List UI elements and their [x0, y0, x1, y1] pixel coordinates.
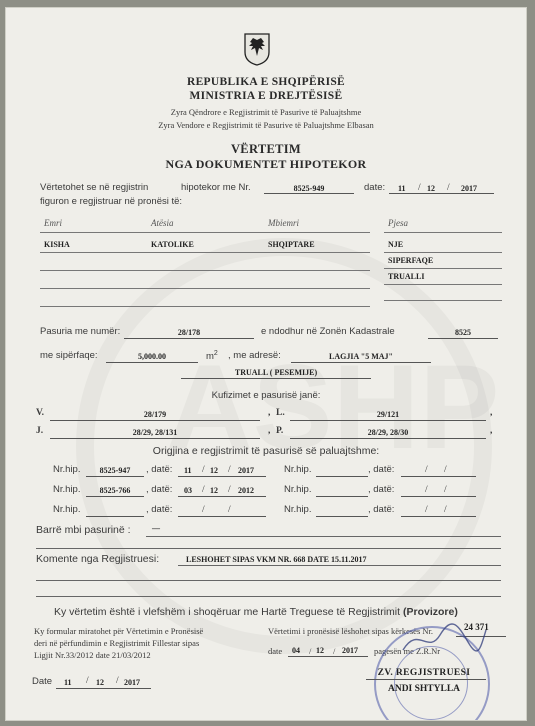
request-day: 04 — [292, 646, 300, 655]
ministry-heading: MINISTRIA E DREJTËSISË — [189, 90, 343, 102]
zone-label: e ndodhur në Zonën Kadastrale — [261, 326, 395, 337]
validity-tag: (Provizore) — [402, 606, 458, 618]
footer-left-2: deri në përfundimin e Regjistrimit Fillestar sipas — [34, 638, 200, 648]
col-pjesa: Pjesa — [388, 218, 408, 228]
boundary-l-label: L. — [276, 408, 285, 418]
area-unit-sup: 2 — [213, 350, 218, 357]
origin2-date2-label: , datë: — [368, 484, 395, 495]
footer-left-1: Ky formular miratohet për Vërtetimin e Pronësisë — [34, 626, 204, 636]
hip-number: 8525-949 — [293, 184, 325, 193]
origin2-nrhip-label: Nr.hip. — [53, 484, 81, 495]
owner-surname: SHQIPTARE — [268, 240, 315, 249]
origin1-nrhip-label: Nr.hip. — [53, 464, 81, 475]
property-nr: 28/178 — [177, 328, 201, 337]
origin2-date-label: , datë: — [146, 484, 173, 495]
col-emri: Emri — [44, 218, 62, 228]
intro-year: 2017 — [461, 184, 477, 193]
certificate-page: REPUBLIKA E SHQIPËRISË MINISTRIA E DREJTËSISË Zyra Qëndrore e Regjistrimit të Pasurive të Paluajtshme Zyra Vendore e Regjistrimit të Pasurive të Paluajtshme Elbasan VËRTETIM NGA DOKUMENTET HIPOTEKOR Vërtetohet se në regjistrin hipotekor me Nr. 8525-949 date: 11 / 12 / 2017 figuron e regjistruar në pronësi të: Emri Atësia Mbiemri Pjesa KISHA KATOLIKE SHQIPTARE NJE SIPERFAQE TRUALLI Pasuria me numër: 28/178 e ndodhur në Zonën Kadastrale 8525 me sipërfaqe: 5,000.00 $m^2$ , me adresë: LAGJIA "5 MAJ" TRUALL ( PESEMIJE) Kufizimet e pasurisë janë: V. 28/179 , L. 29/121 , J. 28/29, 28/131 , P. 28/29, 28/30 , Origjina e regjistrimit të pasurisë së paluajtshme: Nr.hip. 8525-947 , datë: 11 / 12 / 2017 Nr.hip. , datë: / / Nr.hip. 8525-766 , datë: 03 / 12 / 2012 Nr.hip. , datë: / / Nr.hip. , datë: / / Nr.hip. , datë: / / Barrë mbi pasurinë : — Komente nga Regjistruesi: LESHOHET SIPAS VKM NR. 668 DATE 15.11.2017 Ky vërtetim është i vlefshëm i shoqëruar me Hartë Treguese të Regjistrimit (Provizore) Ky formular miratohet për Vërtetimin e Pronësisë deri në përfundimin e Regjistrimit Fillestar sipas Ligjit Nr.33/2012 date 21/03/2012 Vërtetimi i pronësisë lëshohet sipas kërkesës Nr. 24 371 date 04 / 12 / 2017 pagesën me Z.R.Nr Date 11 / 12 / 2017 ZV. REGJISTRUESI ANDI SHTYLLA — [6, 8, 526, 720]
property-type: TRUALL ( PESEMIJE) — [234, 368, 318, 377]
area-label: me sipërfaqe: — [40, 350, 98, 361]
registrar-title: ZV. REGJISTRUESI — [377, 668, 471, 678]
bottom-date-label: Date — [32, 676, 53, 687]
origin3-nrhip-label: Nr.hip. — [53, 504, 81, 515]
burden-label: Barrë mbi pasurinë : — [36, 524, 131, 536]
origin1-date-label: , datë: — [146, 464, 173, 475]
footer-left-3: Ligjit Nr.33/2012 date 21/03/2012 — [34, 650, 151, 660]
origin3-date2-label: , datë: — [368, 504, 395, 515]
origin2-month: 12 — [210, 486, 218, 495]
origin2-day: 03 — [184, 486, 192, 495]
document-subtitle: NGA DOKUMENTET HIPOTEKOR — [165, 157, 367, 171]
intro-text: Vërtetohet se në regjistrin — [40, 182, 149, 193]
signature — [398, 620, 488, 660]
origin-title: Origjina e regjistrimit të pasurisë së paluajtshme: — [152, 445, 380, 457]
burden-value: — — [152, 524, 160, 533]
origin1-nr: 8525-947 — [99, 466, 131, 475]
eagle-emblem-icon — [243, 32, 271, 66]
origin3-date-label: , datë: — [146, 504, 173, 515]
intro-day: 11 — [398, 184, 406, 193]
origin1-year: 2017 — [238, 466, 254, 475]
intro-owner-text: figuron e regjistruar në pronësi të: — [40, 196, 183, 207]
owner-name: KISHA — [44, 240, 70, 249]
receipt-label: pagesën me Z.R.Nr — [374, 646, 441, 656]
origin1-nrhip2-label: Nr.hip. — [284, 464, 312, 475]
col-mbiemri: Mbiemri — [268, 218, 299, 228]
property-nr-label: Pasuria me numër: — [40, 326, 121, 337]
bottom-month: 12 — [96, 678, 104, 687]
request-label: Vërtetimi i pronësisë lëshohet sipas kërkesës Nr. — [268, 626, 434, 636]
boundary-j-label: J. — [36, 426, 44, 436]
comments-label: Komente nga Regjistruesi: — [36, 553, 160, 565]
registrar-name: ANDI SHTYLLA — [387, 684, 461, 694]
origin2-nr: 8525-766 — [99, 486, 131, 495]
republic-heading: REPUBLIKA E SHQIPËRISË — [186, 76, 346, 88]
boundary-p: 28/29, 28/30 — [367, 428, 409, 437]
boundary-p-label: P. — [276, 426, 284, 436]
col-atesia: Atësia — [151, 218, 174, 228]
request-month: 12 — [316, 646, 324, 655]
document-title: VËRTETIM — [230, 142, 302, 156]
validity-text: Ky vërtetim është i vlefshëm i shoqëruar me Hartë Treguese të Regjistrimit — [54, 606, 401, 618]
origin1-month: 12 — [210, 466, 218, 475]
bottom-day: 11 — [64, 678, 72, 687]
central-office: Zyra Qëndrore e Regjistrimit të Pasurive të Paluajtshme — [170, 107, 362, 117]
origin1-date2-label: , datë: — [368, 464, 395, 475]
date-label: date: — [364, 182, 386, 193]
origin2-year: 2012 — [238, 486, 254, 495]
boundary-v: 28/179 — [143, 410, 167, 419]
pjesa-1: NJE — [388, 240, 404, 249]
bottom-year: 2017 — [124, 678, 140, 687]
area-unit: m — [206, 351, 214, 363]
property-area: 5,000.00 — [138, 352, 166, 361]
pjesa-3: TRUALLI — [388, 272, 425, 281]
address-label: , me adresë: — [228, 350, 281, 361]
boundaries-title: Kufizimet e pasurisë janë: — [211, 390, 321, 401]
request-number: 24 371 — [464, 622, 489, 632]
request-year: 2017 — [342, 646, 358, 655]
intro-text-hip: hipotekor me Nr. — [181, 182, 251, 193]
boundary-l: 29/121 — [376, 410, 400, 419]
cadastral-zone: 8525 — [455, 328, 471, 337]
owner-parent: KATOLIKE — [151, 240, 194, 249]
local-office: Zyra Vendore e Regjistrimit të Pasurive të Paluajtshme Elbasan — [158, 120, 374, 130]
property-address: LAGJIA "5 MAJ" — [329, 352, 393, 361]
boundary-j: 28/29, 28/131 — [132, 428, 178, 437]
boundary-v-label: V. — [36, 408, 45, 418]
origin3-nrhip2-label: Nr.hip. — [284, 504, 312, 515]
origin1-day: 11 — [184, 466, 192, 475]
intro-month: 12 — [427, 184, 435, 193]
comments-value: LESHOHET SIPAS VKM NR. 668 DATE 15.11.2017 — [186, 555, 367, 564]
origin2-nrhip2-label: Nr.hip. — [284, 484, 312, 495]
pjesa-2: SIPERFAQE — [388, 256, 434, 265]
request-date-label: date — [268, 646, 283, 656]
